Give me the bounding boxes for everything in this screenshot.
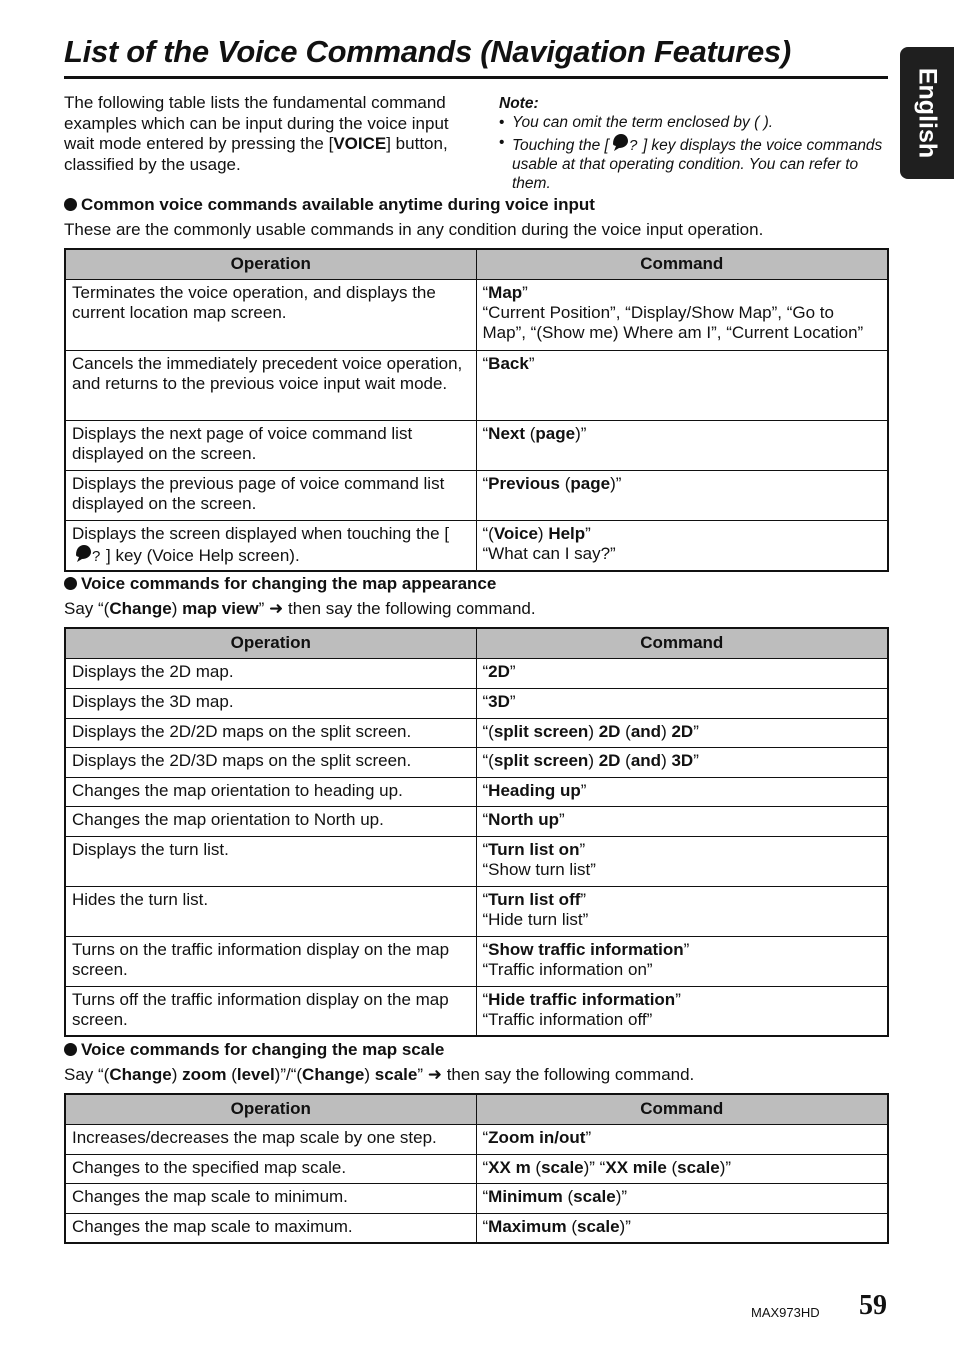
command-keyword: 3D: [671, 750, 694, 770]
command-keyword: page: [535, 423, 576, 443]
command-keyword: Minimum: [488, 1186, 563, 1206]
section-heading-scale: [64, 1040, 444, 1060]
arrow-icon: ➜: [427, 1065, 442, 1084]
command-cell: “Map” “Current Position”, “Display/Show Map”, “Go to Map”, “(Show me) Where am I”, “Current Location”: [476, 279, 888, 350]
table-row: [65, 470, 888, 520]
map-scale-table: [64, 1093, 889, 1244]
command-alternatives: “Current Position”, “Display/Show Map”, “Go to Map”, “(Show me) Where am I”, “Current Location”: [482, 302, 864, 342]
command-cell: “3D”: [476, 688, 888, 718]
table-row: [65, 279, 888, 350]
command-keyword: Turn list on: [488, 839, 580, 859]
table-row: [65, 886, 888, 936]
table-row: [65, 1183, 888, 1213]
table-row: [65, 1154, 888, 1183]
table-row: [65, 350, 888, 420]
command-alternatives: “Hide turn list”: [482, 909, 589, 929]
operation-cell: Displays the 2D map.: [65, 658, 476, 688]
section-heading-text: Common voice commands available anytime during voice input: [81, 195, 595, 214]
table-row: [65, 836, 888, 886]
command-keyword: Hide traffic information: [488, 989, 676, 1009]
operation-cell: Displays the next page of voice command list displayed on the screen.: [65, 420, 476, 470]
table-row: [65, 1124, 888, 1154]
command-keyword: Previous: [488, 473, 560, 493]
operation-cell: Terminates the voice operation, and displays the current location map screen.: [65, 279, 476, 350]
table-row: [65, 658, 888, 688]
operation-cell: Displays the 2D/2D maps on the split screen.: [65, 718, 476, 747]
command-keyword: page: [570, 473, 611, 493]
command-cell: “Back”: [476, 350, 888, 420]
command-keyword: 2D: [598, 750, 621, 770]
table-header-row: [65, 628, 888, 658]
table-row: [65, 718, 888, 747]
command-keyword: Change: [109, 1065, 172, 1084]
command-keyword: North up: [488, 809, 559, 829]
command-keyword: Change: [302, 1065, 365, 1084]
command-cell: “Turn list on” “Show turn list”: [476, 836, 888, 886]
command-cell: “Zoom in/out”: [476, 1124, 888, 1154]
section-heading-text: Voice commands for changing the map scale: [81, 1040, 445, 1059]
operation-cell: Increases/decreases the map scale by one step.: [65, 1124, 476, 1154]
command-alternatives: “Traffic information on”: [482, 959, 653, 979]
say-text: Say “(: [64, 599, 110, 618]
command-keyword: scale: [677, 1157, 720, 1177]
note-text: You can omit the term enclosed by ( ).: [512, 114, 774, 132]
command-keyword: Show traffic information: [488, 939, 684, 959]
column-header-command: Command: [476, 1094, 888, 1124]
command-keyword: and: [630, 750, 662, 770]
operation-cell: [65, 520, 476, 571]
operation-cell: Turns on the traffic information display on the map screen.: [65, 936, 476, 986]
operation-cell: Displays the 2D/3D maps on the split screen.: [65, 747, 476, 777]
bullet-icon: [64, 198, 77, 211]
command-keyword: Voice: [493, 523, 538, 543]
section-description: Say “(Change) map view” ➜ then say the following command.: [64, 599, 536, 618]
section-description: These are the commonly usable commands in any condition during the voice input operation.: [64, 220, 764, 239]
command-keyword: Change: [109, 599, 172, 618]
command-keyword: Zoom in/out: [488, 1127, 586, 1147]
language-tab-label: English: [913, 67, 942, 159]
command-keyword: 2D: [488, 661, 510, 681]
command-alternatives: “What can I say?”: [482, 543, 616, 563]
table-header-row: [65, 249, 888, 279]
operation-cell: Changes the map orientation to North up.: [65, 806, 476, 836]
voice-help-icon: [611, 133, 641, 153]
note-item: [499, 133, 891, 194]
operation-cell: Displays the turn list.: [65, 836, 476, 886]
bullet-icon: [64, 577, 77, 590]
section-heading-text: Voice commands for changing the map appearance: [81, 574, 497, 593]
table-row: [65, 777, 888, 806]
say-text-end: then say the following command.: [446, 1065, 695, 1084]
command-cell: “XX m (scale)” “XX mile (scale)”: [476, 1154, 888, 1183]
column-header-operation: Operation: [65, 628, 476, 658]
command-keyword: Heading up: [488, 780, 581, 800]
model-number: MAX973HD: [751, 1305, 820, 1320]
note-text: ] key displays the voice commands usable at that operating condition. You can refer to them.: [512, 136, 883, 193]
say-text-end: then say the following command.: [288, 599, 536, 618]
command-cell: “(Voice) Help” “What can I say?”: [476, 520, 888, 571]
command-keyword: Map: [488, 282, 523, 302]
command-keyword: and: [630, 721, 662, 741]
common-commands-table: [64, 248, 889, 572]
command-keyword: Back: [488, 353, 529, 373]
table-row: [65, 420, 888, 470]
command-keyword: scale: [541, 1157, 584, 1177]
map-appearance-table: [64, 627, 889, 1037]
note-box: [499, 94, 891, 193]
say-text: Say “(: [64, 1065, 110, 1084]
command-keyword: level: [236, 1065, 275, 1084]
command-keyword: 2D: [598, 721, 621, 741]
bullet-icon: [64, 1043, 77, 1056]
command-keyword: split screen: [493, 750, 589, 770]
voice-help-icon: [74, 544, 104, 564]
page-number: 59: [859, 1290, 887, 1321]
table-header-row: [65, 1094, 888, 1124]
intro-text-end: ] button, classified by the usage.: [64, 134, 448, 174]
operation-cell: Turns off the traffic information display on the map screen.: [65, 986, 476, 1036]
column-header-operation: Operation: [65, 249, 476, 279]
command-alternatives: “Show turn list”: [482, 859, 596, 879]
command-cell: “(split screen) 2D (and) 2D”: [476, 718, 888, 747]
section-heading-appearance: [64, 574, 496, 594]
command-cell: “North up”: [476, 806, 888, 836]
note-list: [499, 113, 891, 193]
note-item: [499, 113, 891, 132]
command-keyword: zoom: [182, 1065, 227, 1084]
operation-cell: Cancels the immediately precedent voice operation, and returns to the previous voice input wait mode.: [65, 350, 476, 420]
command-keyword: split screen: [493, 721, 589, 741]
operation-cell: Hides the turn list.: [65, 886, 476, 936]
operation-cell: Displays the previous page of voice command list displayed on the screen.: [65, 470, 476, 520]
command-cell: “Next (page)”: [476, 420, 888, 470]
note-title: Note:: [499, 95, 539, 112]
command-keyword: map view: [182, 599, 259, 618]
operation-text: Displays the screen displayed when touching the [: [72, 523, 450, 543]
section-description: Say “(Change) zoom (level)”/“(Change) scale” ➜ then say the following command.: [64, 1065, 695, 1084]
page-title: List of the Voice Commands (Navigation Features): [64, 34, 888, 79]
command-cell: “Minimum (scale)”: [476, 1183, 888, 1213]
command-keyword: scale: [573, 1186, 616, 1206]
arrow-icon: ➜: [269, 599, 284, 618]
command-cell: “Heading up”: [476, 777, 888, 806]
table-row: [65, 520, 888, 571]
section-heading-common: [64, 195, 595, 215]
intro-paragraph: [64, 93, 464, 175]
language-tab: [900, 47, 954, 179]
command-cell: “Turn list off” “Hide turn list”: [476, 886, 888, 936]
command-cell: “Show traffic information” “Traffic information on”: [476, 936, 888, 986]
command-keyword: XX mile: [605, 1157, 667, 1177]
command-keyword: XX m: [488, 1157, 531, 1177]
table-row: [65, 986, 888, 1036]
operation-cell: Changes the map scale to minimum.: [65, 1183, 476, 1213]
command-alternatives: “Traffic information off”: [482, 1009, 653, 1029]
operation-cell: Displays the 3D map.: [65, 688, 476, 718]
table-row: [65, 1213, 888, 1243]
column-header-operation: Operation: [65, 1094, 476, 1124]
table-row: [65, 688, 888, 718]
command-cell: “Hide traffic information” “Traffic information off”: [476, 986, 888, 1036]
command-keyword: 3D: [488, 691, 510, 711]
operation-text: ] key (Voice Help screen).: [106, 545, 300, 565]
column-header-command: Command: [476, 249, 888, 279]
intro-text: The following table lists the fundamental command examples which can be input during the voice input wait mode entered by pressing the [: [64, 93, 449, 153]
note-text: Touching the [: [512, 136, 609, 154]
table-row: [65, 747, 888, 777]
operation-cell: Changes the map orientation to heading up.: [65, 777, 476, 806]
command-keyword: scale: [576, 1216, 620, 1236]
command-keyword: Next: [488, 423, 526, 443]
command-keyword: Turn list off: [488, 889, 581, 909]
command-cell: “(split screen) 2D (and) 3D”: [476, 747, 888, 777]
table-row: [65, 936, 888, 986]
table-row: [65, 806, 888, 836]
operation-cell: Changes to the specified map scale.: [65, 1154, 476, 1183]
command-keyword: Help: [548, 523, 586, 543]
command-keyword: 2D: [671, 721, 694, 741]
command-keyword: Maximum: [488, 1216, 567, 1236]
column-header-command: Command: [476, 628, 888, 658]
command-cell: “Maximum (scale)”: [476, 1213, 888, 1243]
command-keyword: scale: [374, 1065, 418, 1084]
voice-key-label: VOICE: [333, 134, 387, 153]
command-cell: “Previous (page)”: [476, 470, 888, 520]
operation-cell: Changes the map scale to maximum.: [65, 1213, 476, 1243]
command-cell: “2D”: [476, 658, 888, 688]
